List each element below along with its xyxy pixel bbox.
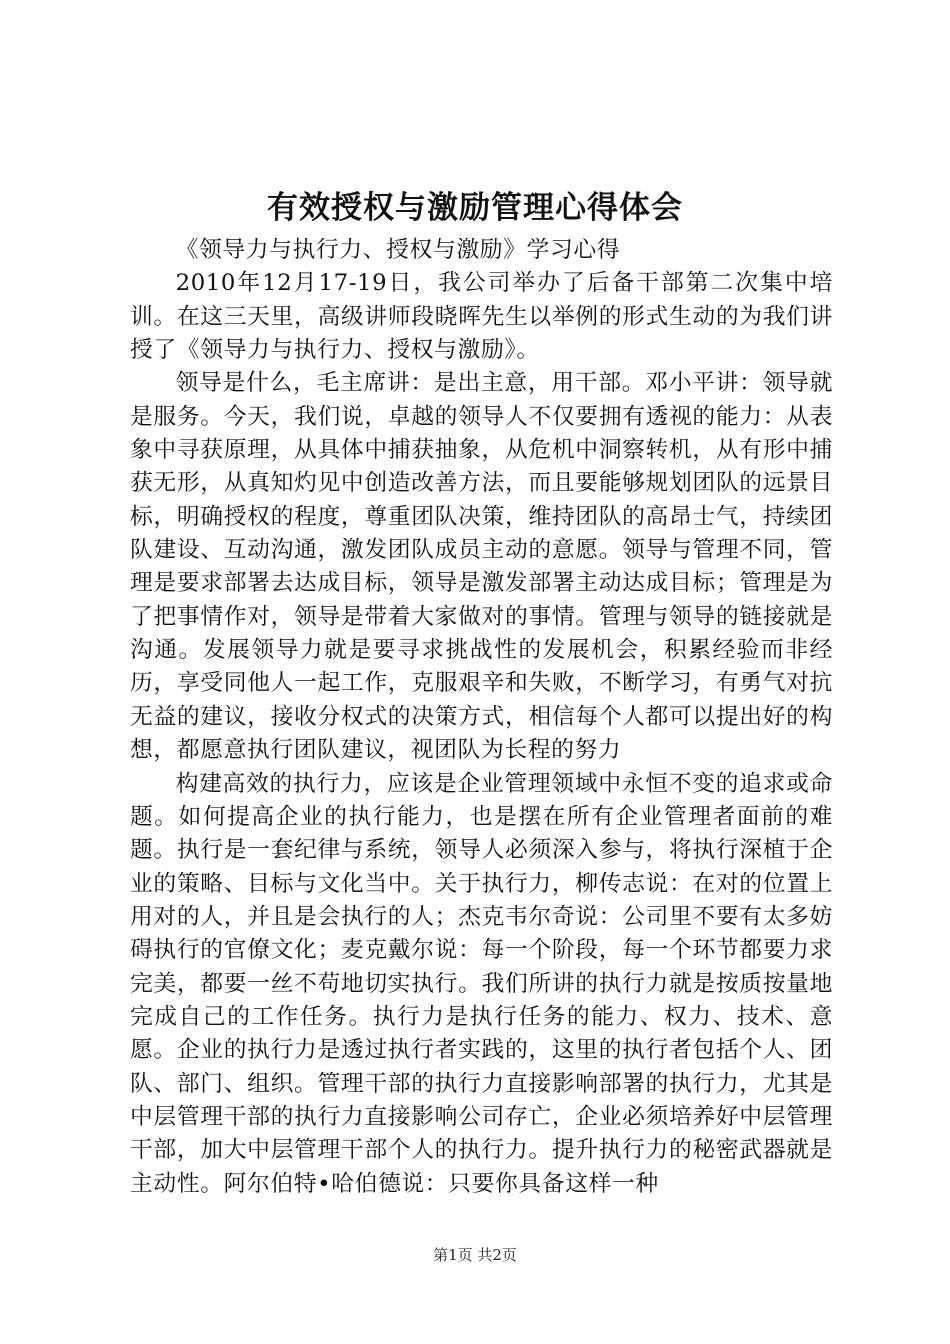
- document-body: [130, 234, 833, 1201]
- paragraph-leadership: 领导是什么，毛主席讲：是出主意，用干部。邓小平讲：领导就是服务。今天，我们说，卓越的领导人不仅要拥有透视的能力：从表象中寻获原理，从具体中捕获抽象，从危机中洞察转机，从有形中捕获无形，从真知灼见中创造改善方法，而且要能够规划团队的远景目标，明确授权的程度，尊重团队决策，维持团队的高昂士气，持续团队建设、互动沟通，激发团队成员主动的意愿。领导与管理不同，管理是要求部署去达成目标，领导是激发部署主动达成目标；管理是为了把事情作对，领导是带着大家做对的事情。管理与领导的链接就是沟通。发展领导力就是要寻求挑战性的发展机会，积累经验而非经历，享受同他人一起工作，克服艰辛和失败，不断学习，有勇气对抗无益的建议，接收分权式的决策方式，相信每个人都可以提出好的构想，都愿意执行团队建议，视团队为长程的努力: [130, 370, 833, 764]
- paragraph-intro: 2010年12月17-19日，我公司举办了后备干部第二次集中培训。在这三天里，高级讲师段晓晖先生以举例的形式生动的为我们讲授了《领导力与执行力、授权与激励》。: [130, 270, 833, 364]
- document-title: 有效授权与激励管理心得体会: [267, 190, 683, 226]
- paragraph-subtitle: 《领导力与执行力、授权与激励》学习心得: [175, 237, 621, 263]
- paragraph-execution: 构建高效的执行力，应该是企业管理领域中永恒不变的追求或命题。如何提高企业的执行能力，也是摆在所有企业管理者面前的难题。执行是一套纪律与系统，领导人必须深入参与，将执行深植于企业的策略、目标与文化当中。关于执行力，柳传志说：在对的位置上用对的人，并且是会执行的人；杰克韦尔奇说：公司里不要有太多妨碍执行的官僚文化；麦克戴尔说：每一个阶段，每一个环节都要力求完美，都要一丝不苟地切实执行。我们所讲的执行力就是按质按量地完成自己的工作任务。执行力是执行任务的能力、权力、技术、意愿。企业的执行力是透过执行者实践的，这里的执行者包括个人、团队、部门、组织。管理干部的执行力直接影响部署的执行力，尤其是中层管理干部的执行力直接影响公司存亡，企业必须培养好中层管理干部，加大中层管理干部个人的执行力。提升执行力的秘密武器就是主动性。阿尔伯特•哈伯德说：只要你具备这样一种: [130, 770, 833, 1197]
- page-footer: 第1页 共2页: [433, 1246, 517, 1264]
